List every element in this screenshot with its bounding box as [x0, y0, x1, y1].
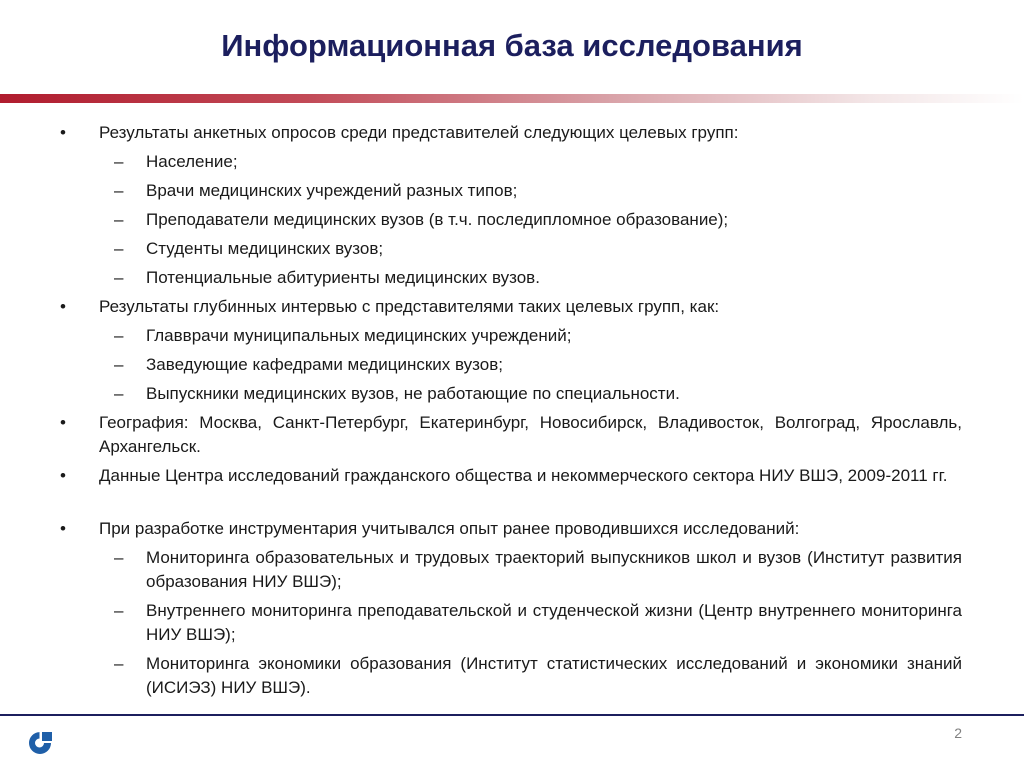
dash-marker: –: [114, 326, 124, 345]
item-text: Потенциальные абитуриенты медицинских вузов.: [146, 268, 540, 287]
bullet-item: [56, 295, 962, 319]
item-text: Заведующие кафедрами медицинских вузов;: [146, 355, 503, 374]
bullet-marker: •: [60, 123, 66, 142]
bullet-item: [56, 517, 962, 541]
sub-item: [56, 266, 962, 290]
bullet-marker: •: [60, 519, 66, 538]
item-text: Мониторинга образовательных и трудовых траекторий выпускников школ и вузов (Институт развития образования НИУ ВШЭ);: [146, 548, 962, 591]
item-text: Врачи медицинских учреждений разных типов;: [146, 181, 518, 200]
item-text: Студенты медицинских вузов;: [146, 239, 384, 258]
item-text: География: Москва, Санкт-Петербург, Екатеринбург, Новосибирск, Владивосток, Волгоград, Ярославль, Архангельск.: [99, 413, 962, 456]
item-text: Мониторинга экономики образования (Институт статистических исследований и экономики знаний (ИСИЭЗ) НИУ ВШЭ).: [146, 654, 962, 697]
item-text: Выпускники медицинских вузов, не работающие по специальности.: [146, 384, 680, 403]
slide-title: Информационная база исследования: [221, 28, 803, 63]
item-text: Население;: [146, 152, 238, 171]
item-text: Преподаватели медицинских вузов (в т.ч. последипломное образование);: [146, 210, 729, 229]
dash-marker: –: [114, 210, 124, 229]
dash-marker: –: [114, 239, 124, 258]
dash-marker: –: [114, 152, 124, 171]
sub-item: [56, 179, 962, 203]
sub-item: [56, 599, 962, 647]
bullet-marker: •: [60, 466, 66, 485]
dash-marker: –: [114, 548, 124, 567]
sub-item: [56, 324, 962, 348]
dash-marker: –: [114, 355, 124, 374]
bullet-list: [56, 116, 962, 700]
dash-marker: –: [114, 268, 124, 287]
bullet-item: [56, 464, 962, 488]
item-text: Данные Центра исследований гражданского общества и некоммерческого сектора НИУ ВШЭ, 2009-2011 гг.: [99, 466, 948, 485]
dash-marker: –: [114, 654, 124, 673]
bullet-item: [56, 411, 962, 459]
sub-item: [56, 652, 962, 700]
bullet-item: [56, 121, 962, 145]
hse-logo-icon: [26, 730, 54, 756]
sub-item: [56, 353, 962, 377]
sub-item: [56, 382, 962, 406]
bullet-marker: •: [60, 297, 66, 316]
dash-marker: –: [114, 384, 124, 403]
page-number: 2: [954, 725, 962, 741]
sub-item: [56, 208, 962, 232]
list-spacer: [56, 488, 962, 512]
bullet-marker: •: [60, 413, 66, 432]
sub-item: [56, 150, 962, 174]
sub-item: [56, 237, 962, 261]
item-text: Главврачи муниципальных медицинских учреждений;: [146, 326, 572, 345]
item-text: Внутреннего мониторинга преподавательской и студенческой жизни (Центр внутреннего мониторинга НИУ ВШЭ);: [146, 601, 962, 644]
footer-divider: [0, 714, 1024, 716]
dash-marker: –: [114, 181, 124, 200]
item-text: Результаты анкетных опросов среди представителей следующих целевых групп:: [99, 123, 739, 142]
title-accent-bar: [0, 94, 1024, 103]
item-text: Результаты глубинных интервью с представителями таких целевых групп, как:: [99, 297, 720, 316]
dash-marker: –: [114, 601, 124, 620]
item-text: При разработке инструментария учитывался опыт ранее проводившихся исследований:: [99, 519, 800, 538]
sub-item: [56, 546, 962, 594]
